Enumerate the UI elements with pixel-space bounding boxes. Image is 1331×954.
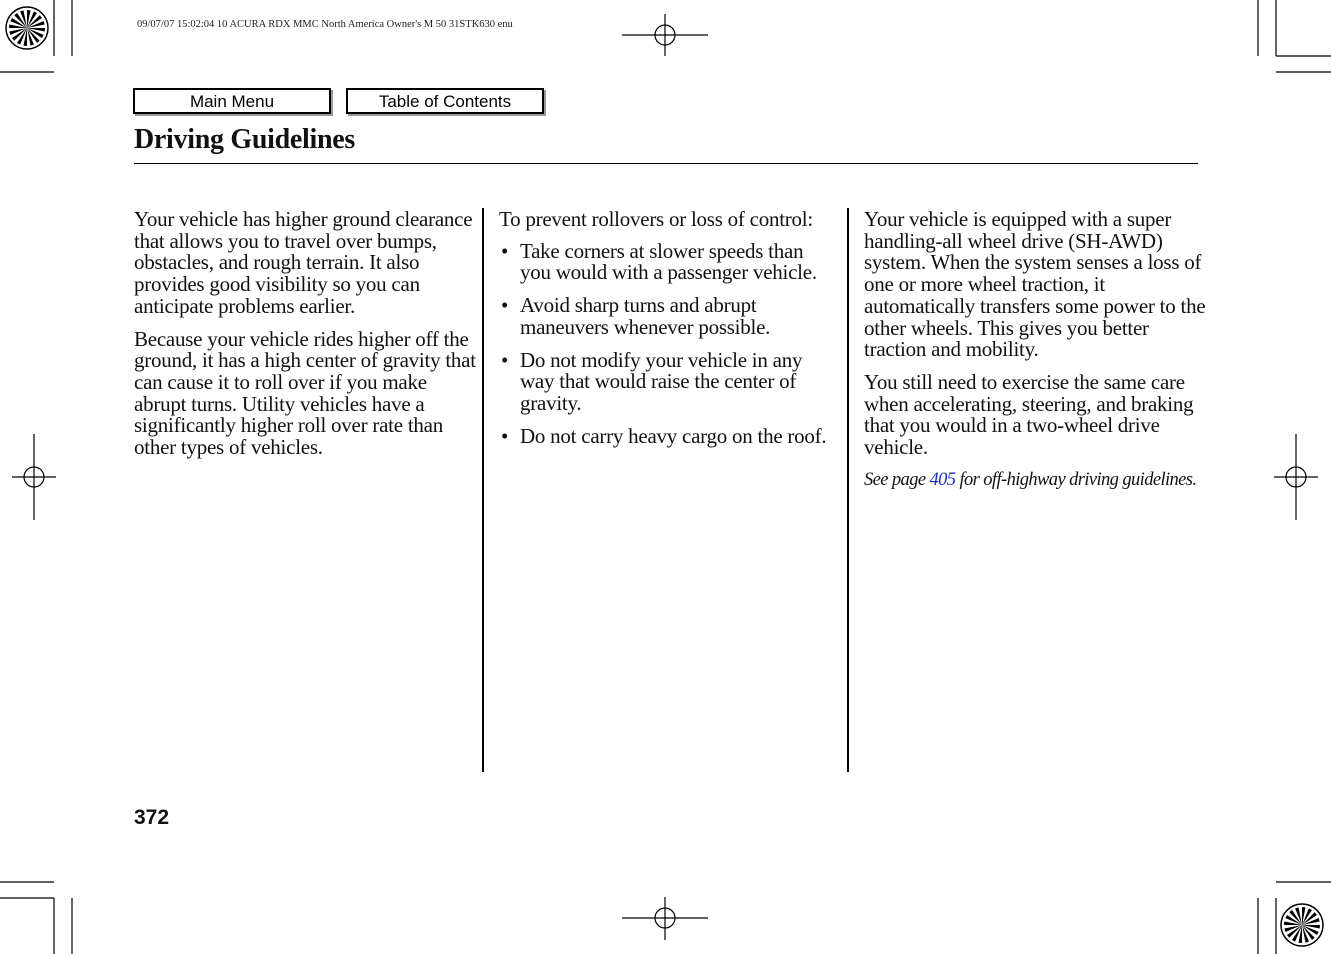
print-header: 09/07/07 15:02:04 10 ACURA RDX MMC North America Owner's M 50 31STK630 enu [137, 19, 513, 30]
starburst-ray [9, 24, 27, 28]
starburst-target-bottom-right [1281, 904, 1323, 946]
starburst-ray [1302, 925, 1309, 943]
table-of-contents-button[interactable]: Table of Contents [346, 88, 544, 114]
page-405-link[interactable]: 405 [929, 469, 956, 490]
starburst-ray [20, 10, 27, 28]
list-item: • Do not carry heavy cargo on the roof. [501, 423, 827, 448]
paragraph: Your vehicle has higher ground clearance that allows you to travel over bumps, obstacles, and rough terrain. It also provides good visibility so you can anticipate problems earlier. [134, 207, 473, 318]
starburst-ray [1292, 925, 1302, 942]
paragraph: Your vehicle is equipped with a super handling-all wheel drive (SH-AWD) system. When the system senses a loss of one or more wheel traction, it automatically transfers some power to the other wheels. This gives you better traction and mobility. [864, 207, 1206, 362]
starburst-ray [1284, 925, 1302, 932]
starburst-ray [23, 28, 27, 46]
bullet-icon: • [501, 293, 509, 318]
starburst-ray [17, 28, 27, 45]
starburst-ray [1302, 918, 1320, 925]
main-menu-button[interactable]: Main Menu [133, 88, 331, 114]
starburst-ray [1302, 925, 1315, 940]
starburst-ray [1285, 915, 1302, 925]
bullet-list [499, 238, 834, 448]
starburst-ray [27, 28, 34, 46]
starburst-ray [1295, 907, 1302, 925]
starburst-ray [1284, 921, 1302, 925]
registration-crosshair-top [622, 14, 708, 56]
bullet-icon: • [501, 238, 509, 263]
starburst-ray [9, 28, 27, 35]
list-item: • Avoid sharp turns and abrupt maneuvers whenever possible. [501, 293, 771, 339]
starburst-ray [27, 28, 40, 43]
starburst-ray [10, 18, 27, 28]
starburst-ray [14, 13, 27, 28]
column-left [134, 209, 479, 470]
paragraph: You still need to exercise the same care when accelerating, steering, and braking that you would in a two-wheel drive vehicle. [864, 369, 1194, 460]
starburst-ray [1289, 910, 1302, 925]
paragraph: Because your vehicle rides higher off the ground, it has a high center of gravity that can cause it to roll over if you make abrupt turns. Utility vehicles have a significantly higher roll over rate than other types of vehicles. [134, 326, 476, 460]
list-item: • Do not modify your vehicle in any way that would raise the center of gravity. [501, 347, 803, 415]
starburst-ray [27, 28, 44, 38]
registration-crosshair-left [12, 434, 56, 520]
column-middle [499, 209, 834, 458]
column-right [864, 209, 1209, 502]
paragraph: To prevent rollovers or loss of control: [499, 207, 813, 231]
see-page-reference: See page 405 for off-highway driving guidelines. [864, 469, 1197, 490]
starburst-ray [12, 28, 27, 41]
column-divider [847, 208, 849, 772]
starburst-ray [1302, 912, 1317, 925]
starburst-ray [1298, 925, 1302, 943]
starburst-target-top-left [6, 7, 48, 49]
starburst-ray [1302, 908, 1312, 925]
registration-crosshair-bottom [622, 897, 708, 940]
registration-crosshair-right [1274, 434, 1318, 520]
list-item: • Take corners at slower speeds than you would with a passenger vehicle. [501, 238, 817, 285]
starburst-ray [27, 10, 31, 28]
starburst-ray [27, 21, 45, 28]
bullet-icon: • [501, 347, 509, 372]
starburst-ray [27, 15, 42, 28]
page-title: Driving Guidelines [134, 124, 355, 155]
starburst-ray [27, 11, 37, 28]
starburst-ray [27, 28, 45, 32]
title-divider [134, 163, 1198, 164]
page-number: 372 [134, 806, 170, 829]
starburst-ray [1302, 925, 1319, 935]
starburst-ray [1302, 907, 1306, 925]
bullet-icon: • [501, 423, 509, 448]
starburst-ray [1302, 925, 1320, 929]
starburst-ray [1287, 925, 1302, 938]
column-divider [482, 208, 484, 772]
